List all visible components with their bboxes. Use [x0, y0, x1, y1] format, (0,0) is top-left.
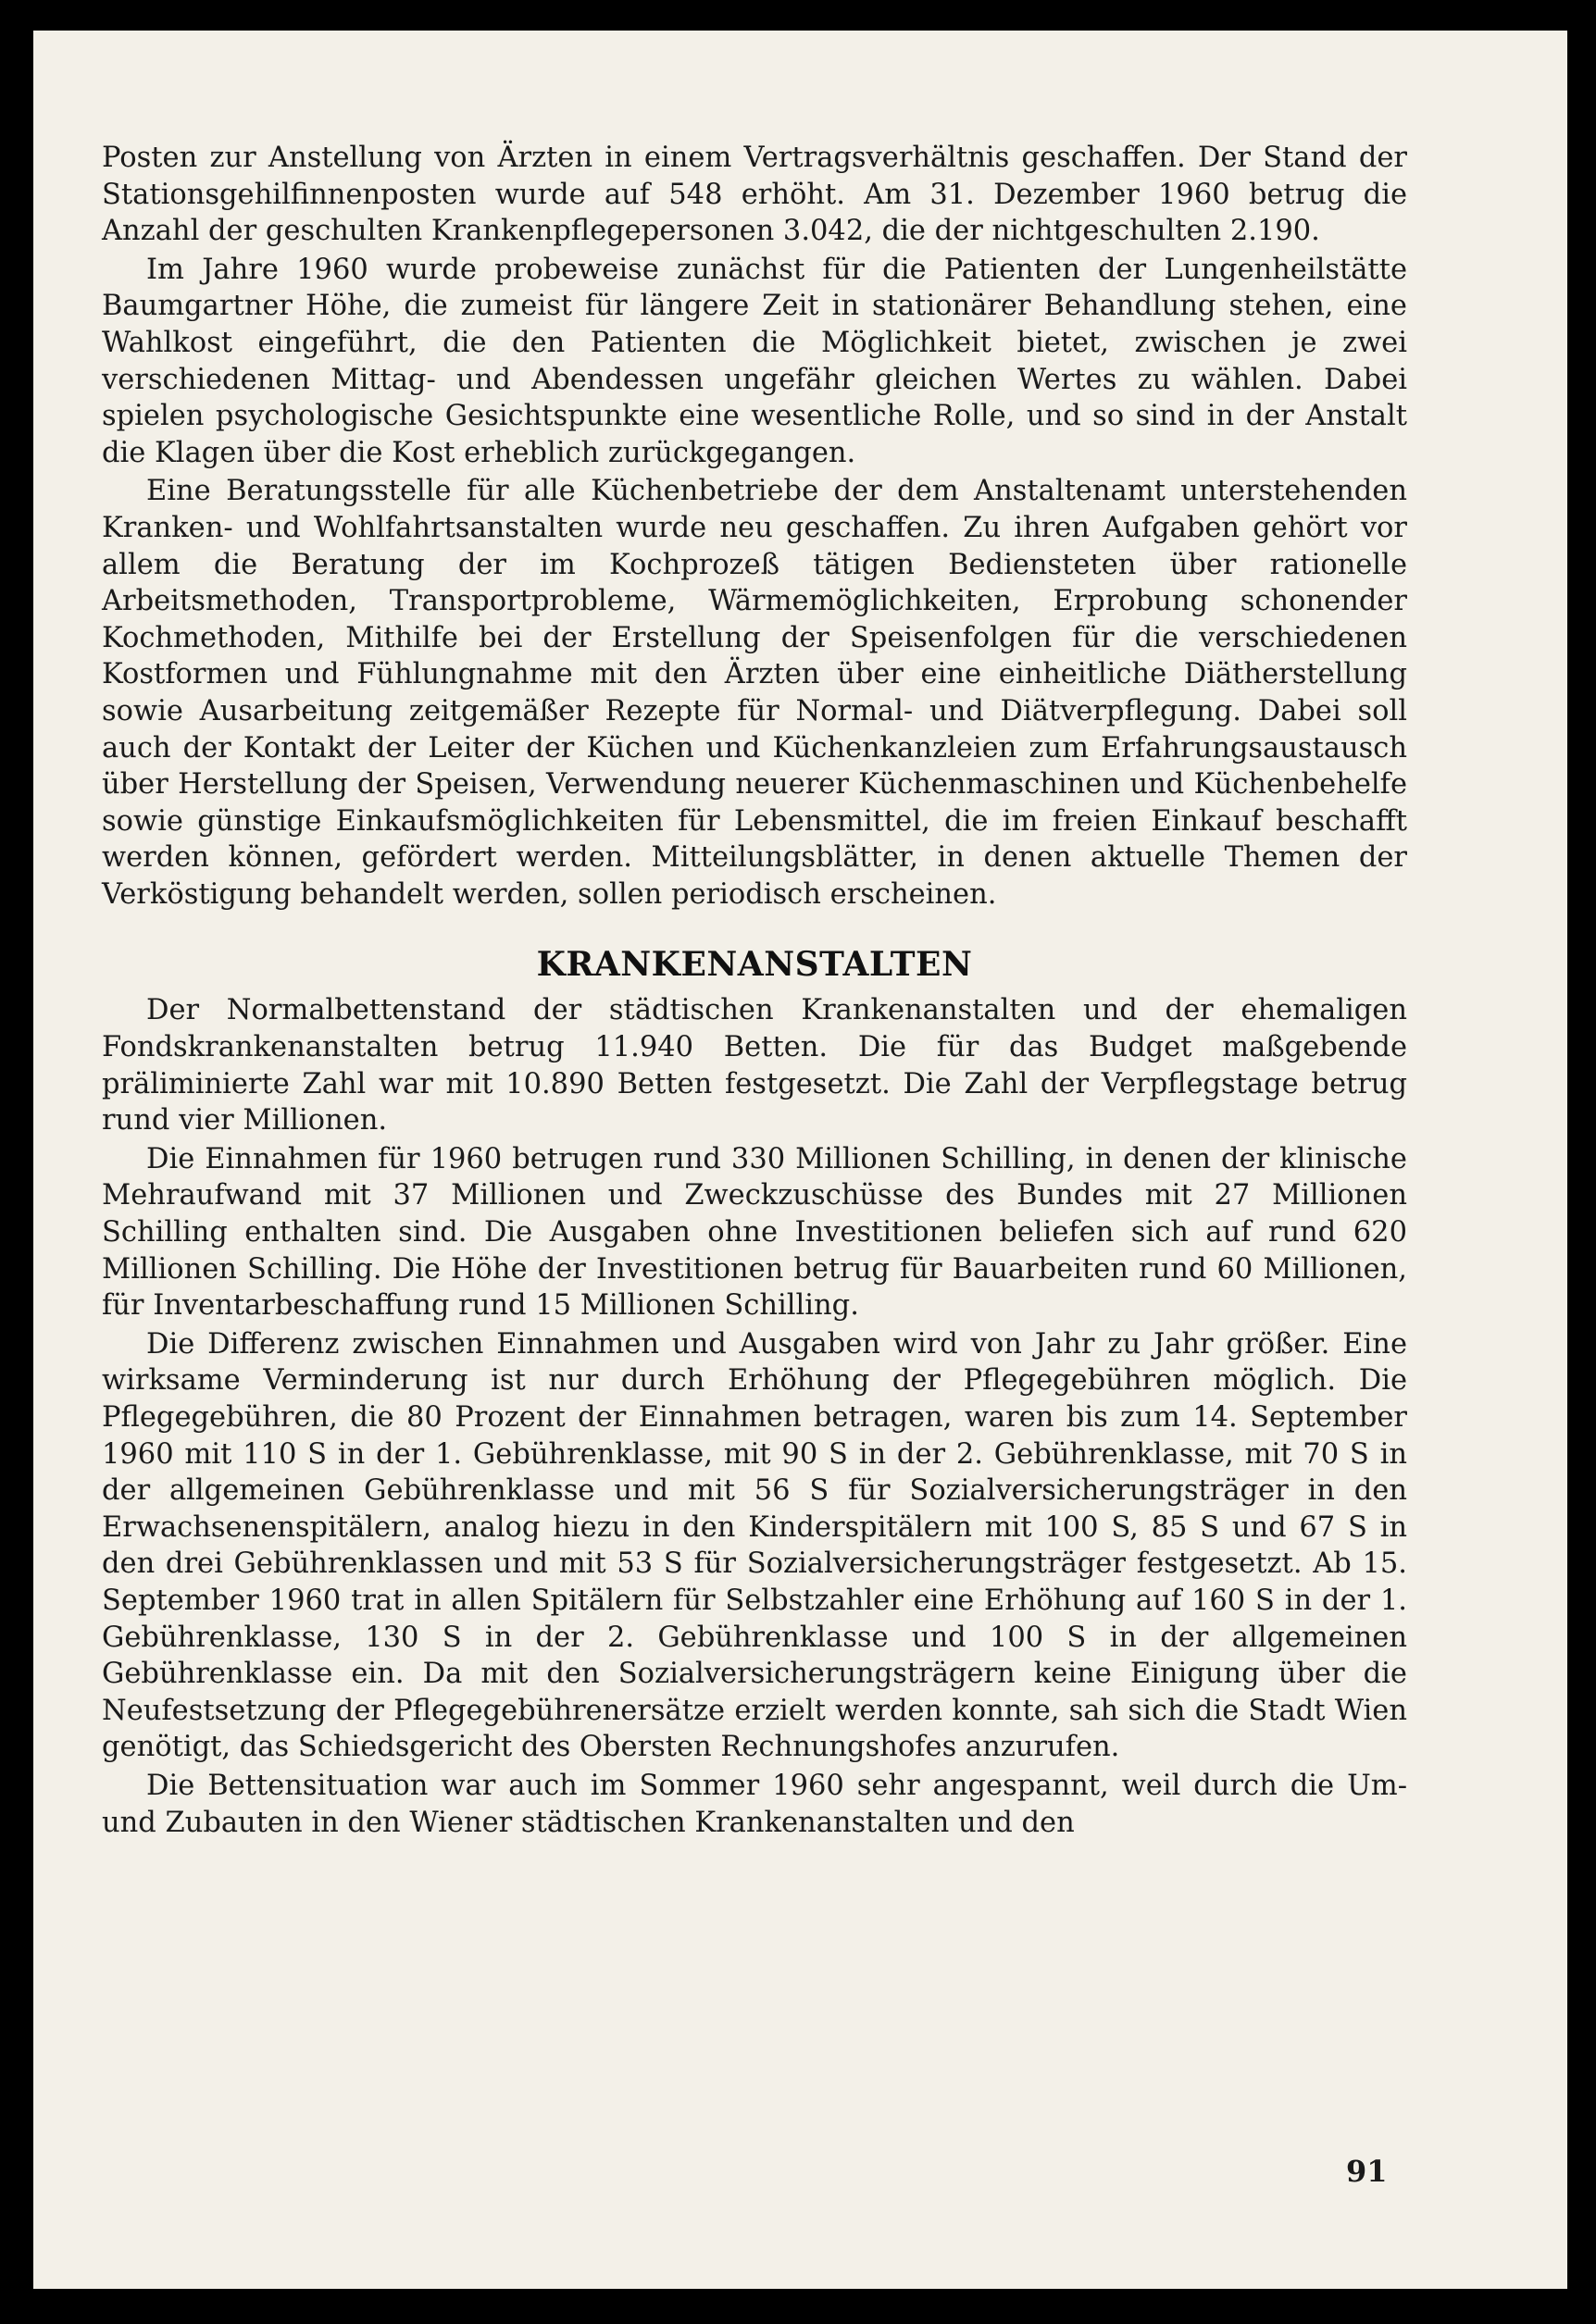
document-page — [33, 31, 1567, 2289]
paragraph-1: Posten zur Anstellung von Ärzten in einem Vertragsverhältnis geschaffen. Der Stand der Stationsgehilfinnenposten wurde auf 548 erhöht. Am 31. Dezember 1960 betrug die Anzahl der geschulten Krankenpflegepersonen 3.042, die der nichtgeschulten 2.190. — [102, 142, 1407, 248]
section-heading: KRANKENANSTALTEN — [536, 945, 973, 985]
paragraph-3: Eine Beratungsstelle für alle Küchenbetriebe der dem Anstaltenamt unterstehenden Kranken- und Wohlfahrtsanstalten wurde neu geschaffen. Zu ihren Aufgaben gehört vor allem die Beratung der im Kochprozeß tätigen Bediensteten über rationelle Arbeitsmethoden, Transportprobleme, Wärmemöglichkeiten, Erprobung schonender Kochmethoden, Mithilfe bei der Erstellung der Speisenfolgen für die verschiedenen Kostformen und Fühlungnahme mit den Ärzten über eine einheitliche Diätherstellung sowie Ausarbeitung zeitgemäßer Rezepte für Normal- und Diätverpflegung. Dabei soll auch der Kontakt der Leiter der Küchen und Küchenkanzleien zum Erfahrungsaustausch über Herstellung der Speisen, Verwendung neuerer Küchenmaschinen und Küchenbehelfe sowie günstige Einkaufsmöglichkeiten für Lebensmittel, die im freien Einkauf beschafft werden können, gefördert werden. Mitteilungsblätter, in denen aktuelle Themen der Verköstigung behandelt werden, sollen periodisch erscheinen. — [102, 475, 1407, 911]
paragraph-7: Die Bettensituation war auch im Sommer 1960 sehr angespannt, weil durch die Um- und Zubauten in den Wiener städtischen Krankenanstalten und den — [102, 1769, 1407, 1839]
paragraph-5: Die Einnahmen für 1960 betrugen rund 330 Millionen Schilling, in denen der klinische Mehraufwand mit 37 Millionen und Zweckzuschüsse des Bundes mit 27 Millionen Schilling enthalten sind. Die Ausgaben ohne Investitionen beliefen sich auf rund 620 Millionen Schilling. Die Höhe der Investitionen betrug für Bauarbeiten rund 60 Millionen, für Inventarbeschaffung rund 15 Millionen Schilling. — [102, 1142, 1407, 1323]
paragraph-4: Der Normalbettenstand der städtischen Krankenanstalten und der ehemaligen Fondskrankenanstalten betrug 11.940 Betten. Die für das Budget maßgebende präliminierte Zahl war mit 10.890 Betten festgesetzt. Die Zahl der Verpflegstage betrug rund vier Millionen. — [102, 994, 1407, 1137]
paragraph-2: Im Jahre 1960 wurde probeweise zunächst für die Patienten der Lungenheilstätte Baumgartner Höhe, die zumeist für längere Zeit in stationärer Behandlung stehen, eine Wahlkost eingeführt, die den Patienten die Möglichkeit bietet, zwischen je zwei verschiedenen Mittag- und Abendessen ungefähr gleichen Wertes zu wählen. Dabei spielen psychologische Gesichtspunkte eine wesentliche Rolle, und so sind in der Anstalt die Klagen über die Kost erheblich zurückgegangen. — [102, 253, 1407, 469]
page-number: 91 — [1346, 2154, 1388, 2189]
paragraph-6: Die Differenz zwischen Einnahmen und Ausgaben wird von Jahr zu Jahr größer. Eine wirksame Verminderung ist nur durch Erhöhung der Pflegegebühren möglich. Die Pflegegebühren, die 80 Prozent der Einnahmen betragen, waren bis zum 14. September 1960 mit 110 S in der 1. Gebührenklasse, mit 90 S in der 2. Gebührenklasse, mit 70 S in der allgemeinen Gebührenklasse und mit 56 S für Sozialversicherungsträger in den Erwachsenenspitälern, analog hiezu in den Kinderspitälern mit 100 S, 85 S und 67 S in den drei Gebührenklassen und mit 53 S für Sozialversicherungsträger festgesetzt. Ab 15. September 1960 trat in allen Spitälern für Selbstzahler eine Erhöhung auf 160 S in der 1. Gebührenklasse, 130 S in der 2. Gebührenklasse und 100 S in der allgemeinen Gebührenklasse ein. Da mit den Sozialversicherungsträgern keine Einigung über die Neufestsetzung der Pflegegebührenersätze erzielt werden konnte, sah sich die Stadt Wien genötigt, das Schiedsgericht des Obersten Rechnungshofes anzurufen. — [102, 1327, 1407, 1764]
page-body — [102, 140, 1407, 1843]
